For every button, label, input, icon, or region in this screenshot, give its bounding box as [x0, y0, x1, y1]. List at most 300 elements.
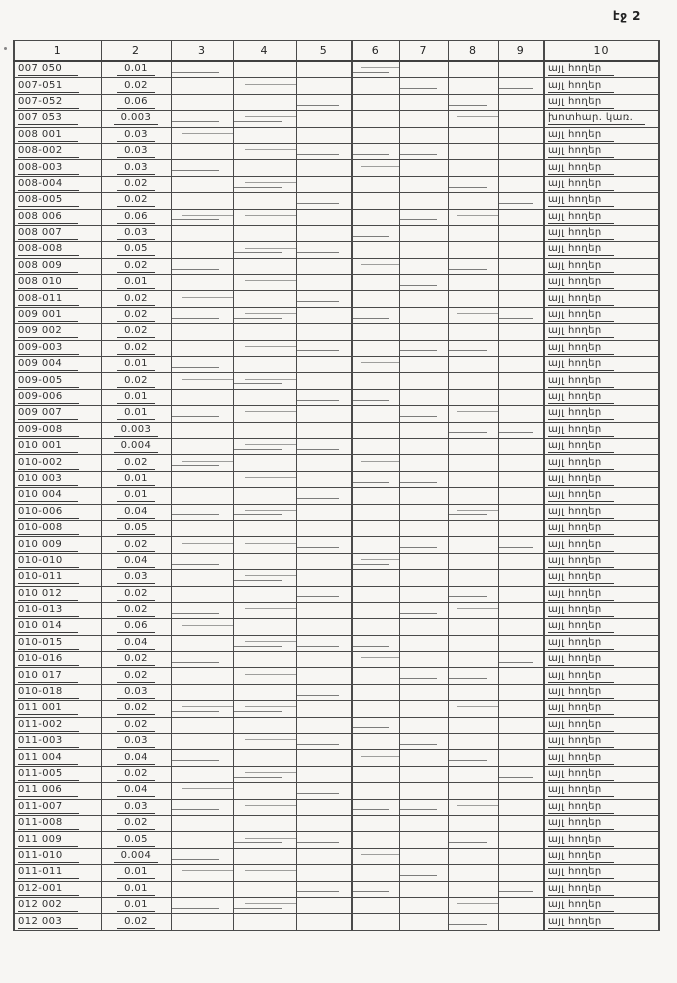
land-type-text: այլ հողեր	[548, 63, 614, 76]
cell-parcel-code	[14, 78, 101, 94]
table-row	[14, 471, 659, 487]
cell-empty-7	[399, 160, 448, 176]
cell-empty-6	[352, 406, 399, 422]
cell-empty-8	[448, 357, 498, 373]
cell-area-value	[101, 127, 171, 143]
area-value-text: 0.02	[117, 178, 155, 191]
land-type-text: այլ հողեր	[548, 129, 614, 142]
cell-area-value	[101, 193, 171, 209]
cell-area-value	[101, 832, 171, 848]
land-type-text: այլ հողեր	[548, 899, 614, 912]
cell-empty-4	[233, 750, 296, 766]
cell-parcel-code	[14, 143, 101, 159]
cell-empty-4	[233, 209, 296, 225]
cell-empty-9	[498, 832, 544, 848]
cell-area-value	[101, 881, 171, 897]
parcel-code-text: 010-011	[18, 571, 79, 584]
cell-empty-9	[498, 340, 544, 356]
cell-empty-8	[448, 537, 498, 553]
cell-empty-3	[171, 143, 233, 159]
cell-parcel-code	[14, 373, 101, 389]
cell-empty-5	[296, 537, 352, 553]
cell-parcel-code	[14, 815, 101, 831]
column-header-1: 1	[14, 41, 101, 62]
cell-land-type-note	[544, 78, 659, 94]
cell-land-type-note	[544, 619, 659, 635]
cell-empty-5	[296, 275, 352, 291]
cell-parcel-code	[14, 520, 101, 536]
cell-empty-9	[498, 176, 544, 192]
table-row	[14, 455, 659, 471]
cell-empty-7	[399, 799, 448, 815]
cell-empty-8	[448, 668, 498, 684]
cell-empty-9	[498, 242, 544, 258]
cell-land-type-note	[544, 717, 659, 733]
cell-empty-4	[233, 897, 296, 913]
cell-empty-6	[352, 734, 399, 750]
parcel-code-text: 011 009	[18, 834, 78, 847]
area-value-text: 0.01	[117, 883, 155, 896]
area-value-text: 0.02	[117, 342, 155, 355]
cell-empty-8	[448, 61, 498, 78]
cell-empty-4	[233, 455, 296, 471]
cell-empty-5	[296, 78, 352, 94]
parcel-code-text: 009-005	[18, 375, 79, 388]
cell-parcel-code	[14, 258, 101, 274]
cell-empty-9	[498, 635, 544, 651]
cell-empty-3	[171, 652, 233, 668]
parcel-code-text: 010 003	[18, 473, 78, 486]
cell-empty-6	[352, 897, 399, 913]
cell-empty-8	[448, 570, 498, 586]
table-row	[14, 488, 659, 504]
cell-empty-5	[296, 783, 352, 799]
cell-empty-3	[171, 160, 233, 176]
cell-empty-3	[171, 504, 233, 520]
parcel-code-text: 010-015	[18, 637, 79, 650]
cell-empty-4	[233, 668, 296, 684]
cell-empty-5	[296, 373, 352, 389]
column-header-7: 7	[399, 41, 448, 62]
table-row	[14, 357, 659, 373]
cell-empty-5	[296, 799, 352, 815]
cell-empty-5	[296, 225, 352, 241]
cell-empty-9	[498, 520, 544, 536]
cell-area-value	[101, 652, 171, 668]
column-header-6: 6	[352, 41, 399, 62]
cell-empty-7	[399, 766, 448, 782]
cell-empty-3	[171, 537, 233, 553]
parcel-code-text: 011-011	[18, 866, 79, 879]
cell-empty-3	[171, 455, 233, 471]
cell-empty-7	[399, 750, 448, 766]
cell-area-value	[101, 160, 171, 176]
cell-empty-3	[171, 324, 233, 340]
cell-land-type-note	[544, 422, 659, 438]
parcel-code-text: 008 006	[18, 211, 78, 224]
cell-empty-7	[399, 307, 448, 323]
cell-empty-7	[399, 455, 448, 471]
table-row	[14, 815, 659, 831]
cell-empty-8	[448, 78, 498, 94]
cell-empty-3	[171, 471, 233, 487]
cell-empty-5	[296, 340, 352, 356]
cell-empty-4	[233, 586, 296, 602]
cell-parcel-code	[14, 602, 101, 618]
cell-empty-3	[171, 619, 233, 635]
cell-empty-4	[233, 914, 296, 930]
cell-empty-7	[399, 324, 448, 340]
cell-empty-5	[296, 111, 352, 127]
cell-empty-8	[448, 832, 498, 848]
cell-empty-3	[171, 389, 233, 405]
cell-empty-3	[171, 586, 233, 602]
cell-empty-4	[233, 602, 296, 618]
cell-empty-8	[448, 307, 498, 323]
cell-empty-5	[296, 586, 352, 602]
cell-empty-4	[233, 570, 296, 586]
cell-empty-6	[352, 275, 399, 291]
land-type-text: այլ հողեր	[548, 883, 614, 896]
cell-empty-3	[171, 799, 233, 815]
cell-empty-7	[399, 619, 448, 635]
cell-empty-7	[399, 438, 448, 454]
cell-empty-6	[352, 78, 399, 94]
cell-area-value	[101, 766, 171, 782]
cell-empty-6	[352, 750, 399, 766]
cell-empty-4	[233, 865, 296, 881]
header-row	[14, 41, 659, 62]
cell-empty-9	[498, 766, 544, 782]
cell-empty-4	[233, 520, 296, 536]
cell-empty-7	[399, 553, 448, 569]
land-type-text: այլ հողեր	[548, 752, 614, 765]
cell-empty-3	[171, 61, 233, 78]
cell-empty-4	[233, 488, 296, 504]
cell-empty-6	[352, 865, 399, 881]
cell-empty-5	[296, 209, 352, 225]
cell-empty-3	[171, 701, 233, 717]
cell-empty-6	[352, 881, 399, 897]
cell-empty-7	[399, 193, 448, 209]
cell-empty-7	[399, 734, 448, 750]
land-type-text: այլ հողեր	[548, 145, 614, 158]
cell-parcel-code	[14, 275, 101, 291]
area-value-text: 0.03	[117, 801, 155, 814]
cell-land-type-note	[544, 143, 659, 159]
parcel-code-text: 010-016	[18, 653, 79, 666]
cell-empty-5	[296, 668, 352, 684]
cell-empty-4	[233, 324, 296, 340]
area-value-text: 0.02	[117, 325, 155, 338]
cell-area-value	[101, 471, 171, 487]
cell-area-value	[101, 455, 171, 471]
cell-empty-7	[399, 570, 448, 586]
parcel-code-text: 010 004	[18, 489, 78, 502]
land-type-text: այլ հողեր	[548, 768, 614, 781]
area-value-text: 0.02	[117, 719, 155, 732]
cell-empty-9	[498, 61, 544, 78]
cell-empty-9	[498, 193, 544, 209]
land-type-text: այլ հողեր	[548, 178, 614, 191]
land-type-text: այլ հողեր	[548, 162, 614, 175]
cell-empty-4	[233, 291, 296, 307]
area-value-text: 0.02	[117, 80, 155, 93]
cell-area-value	[101, 537, 171, 553]
column-header-4: 4	[233, 41, 296, 62]
parcel-code-text: 009-006	[18, 391, 79, 404]
cell-empty-7	[399, 504, 448, 520]
cell-parcel-code	[14, 799, 101, 815]
table-row	[14, 111, 659, 127]
scan-speck	[4, 47, 7, 50]
land-type-text: խոտհար. կառ.	[548, 112, 645, 125]
land-type-text: այլ հողեր	[548, 489, 614, 502]
cell-empty-5	[296, 553, 352, 569]
cell-empty-6	[352, 340, 399, 356]
land-type-text: այլ հողեր	[548, 194, 614, 207]
cell-parcel-code	[14, 488, 101, 504]
area-value-text: 0.04	[117, 506, 155, 519]
cell-area-value	[101, 668, 171, 684]
table-row	[14, 373, 659, 389]
cell-empty-9	[498, 684, 544, 700]
cell-land-type-note	[544, 684, 659, 700]
cell-parcel-code	[14, 242, 101, 258]
parcel-code-text: 007 053	[18, 112, 78, 125]
cell-empty-4	[233, 635, 296, 651]
cell-empty-7	[399, 291, 448, 307]
parcel-code-text: 010-013	[18, 604, 79, 617]
cell-empty-4	[233, 160, 296, 176]
cell-land-type-note	[544, 193, 659, 209]
cell-empty-9	[498, 471, 544, 487]
table-row	[14, 783, 659, 799]
cell-empty-5	[296, 848, 352, 864]
cell-empty-8	[448, 291, 498, 307]
cell-empty-7	[399, 340, 448, 356]
cell-area-value	[101, 848, 171, 864]
cell-empty-6	[352, 258, 399, 274]
cell-parcel-code	[14, 537, 101, 553]
cell-empty-9	[498, 324, 544, 340]
land-type-text: այլ հողեր	[548, 506, 614, 519]
cell-empty-6	[352, 488, 399, 504]
cell-land-type-note	[544, 586, 659, 602]
cell-land-type-note	[544, 734, 659, 750]
cell-empty-7	[399, 684, 448, 700]
cell-empty-5	[296, 127, 352, 143]
table-row	[14, 553, 659, 569]
cell-empty-5	[296, 242, 352, 258]
land-type-text: այլ հողեր	[548, 637, 614, 650]
cell-area-value	[101, 111, 171, 127]
cell-empty-7	[399, 111, 448, 127]
cell-area-value	[101, 488, 171, 504]
cell-land-type-note	[544, 209, 659, 225]
cell-parcel-code	[14, 914, 101, 930]
table-row	[14, 78, 659, 94]
column-header-10: 10	[544, 41, 659, 62]
cell-empty-4	[233, 389, 296, 405]
cell-area-value	[101, 422, 171, 438]
cell-empty-4	[233, 340, 296, 356]
cell-land-type-note	[544, 652, 659, 668]
cell-empty-7	[399, 783, 448, 799]
cell-empty-6	[352, 635, 399, 651]
cell-empty-6	[352, 783, 399, 799]
land-type-text: այլ հողեր	[548, 801, 614, 814]
land-type-text: այլ հողեր	[548, 342, 614, 355]
area-value-text: 0.06	[117, 620, 155, 633]
page-number-label: էջ 2	[612, 9, 641, 23]
cell-empty-7	[399, 94, 448, 110]
cell-empty-8	[448, 275, 498, 291]
table-row	[14, 340, 659, 356]
cell-parcel-code	[14, 94, 101, 110]
land-type-text: այլ հողեր	[548, 916, 614, 929]
cell-parcel-code	[14, 324, 101, 340]
table-row	[14, 520, 659, 536]
cell-empty-8	[448, 324, 498, 340]
cell-empty-8	[448, 504, 498, 520]
cell-parcel-code	[14, 160, 101, 176]
cell-empty-4	[233, 94, 296, 110]
cell-area-value	[101, 750, 171, 766]
cell-parcel-code	[14, 193, 101, 209]
cell-empty-4	[233, 78, 296, 94]
cell-land-type-note	[544, 570, 659, 586]
cell-area-value	[101, 225, 171, 241]
cell-empty-6	[352, 111, 399, 127]
cell-empty-4	[233, 373, 296, 389]
area-value-text: 0.004	[114, 850, 159, 863]
cell-empty-5	[296, 619, 352, 635]
parcel-code-text: 008-004	[18, 178, 79, 191]
cell-empty-4	[233, 143, 296, 159]
cell-empty-8	[448, 717, 498, 733]
parcel-code-text: 009 004	[18, 358, 78, 371]
cell-parcel-code	[14, 291, 101, 307]
cell-empty-4	[233, 619, 296, 635]
cell-parcel-code	[14, 652, 101, 668]
cell-parcel-code	[14, 176, 101, 192]
cell-empty-5	[296, 357, 352, 373]
cell-parcel-code	[14, 865, 101, 881]
cell-empty-7	[399, 652, 448, 668]
cell-empty-3	[171, 291, 233, 307]
parcel-code-text: 007-052	[18, 96, 79, 109]
cell-empty-5	[296, 471, 352, 487]
parcel-code-text: 010 001	[18, 440, 78, 453]
table-row	[14, 619, 659, 635]
parcel-code-text: 007-051	[18, 80, 79, 93]
cell-empty-7	[399, 668, 448, 684]
column-header-9: 9	[498, 41, 544, 62]
cell-empty-6	[352, 373, 399, 389]
cell-empty-8	[448, 176, 498, 192]
cell-area-value	[101, 520, 171, 536]
cell-empty-8	[448, 258, 498, 274]
cell-parcel-code	[14, 307, 101, 323]
cell-empty-6	[352, 570, 399, 586]
cell-empty-9	[498, 78, 544, 94]
table-row	[14, 176, 659, 192]
cell-empty-4	[233, 701, 296, 717]
cell-empty-3	[171, 717, 233, 733]
cell-empty-7	[399, 406, 448, 422]
cell-empty-9	[498, 881, 544, 897]
cell-empty-4	[233, 422, 296, 438]
cell-empty-4	[233, 783, 296, 799]
cell-empty-3	[171, 750, 233, 766]
table-row	[14, 897, 659, 913]
cell-empty-7	[399, 815, 448, 831]
cell-empty-4	[233, 258, 296, 274]
cell-empty-8	[448, 422, 498, 438]
parcel-code-text: 010 009	[18, 539, 78, 552]
parcel-code-text: 011-002	[18, 719, 79, 732]
table-row	[14, 258, 659, 274]
cell-empty-6	[352, 520, 399, 536]
cell-empty-3	[171, 373, 233, 389]
area-value-text: 0.02	[117, 293, 155, 306]
cell-land-type-note	[544, 602, 659, 618]
cell-area-value	[101, 553, 171, 569]
cell-empty-3	[171, 881, 233, 897]
cell-empty-8	[448, 553, 498, 569]
cell-empty-3	[171, 865, 233, 881]
area-value-text: 0.003	[114, 424, 159, 437]
area-value-text: 0.05	[117, 243, 155, 256]
cell-area-value	[101, 209, 171, 225]
cell-empty-9	[498, 586, 544, 602]
column-header-8: 8	[448, 41, 498, 62]
cell-land-type-note	[544, 455, 659, 471]
area-value-text: 0.04	[117, 637, 155, 650]
cell-empty-4	[233, 848, 296, 864]
cell-empty-3	[171, 225, 233, 241]
cell-empty-5	[296, 897, 352, 913]
cell-empty-9	[498, 750, 544, 766]
cell-area-value	[101, 897, 171, 913]
cell-parcel-code	[14, 766, 101, 782]
cell-empty-9	[498, 455, 544, 471]
area-value-text: 0.01	[117, 276, 155, 289]
cell-area-value	[101, 504, 171, 520]
cell-empty-9	[498, 602, 544, 618]
column-header-3: 3	[171, 41, 233, 62]
parcel-code-text: 009-008	[18, 424, 79, 437]
cell-parcel-code	[14, 225, 101, 241]
cell-empty-8	[448, 799, 498, 815]
cell-empty-6	[352, 438, 399, 454]
cell-empty-4	[233, 438, 296, 454]
land-type-text: այլ հողեր	[548, 440, 614, 453]
cell-empty-9	[498, 143, 544, 159]
cell-area-value	[101, 176, 171, 192]
cell-land-type-note	[544, 504, 659, 520]
cell-empty-4	[233, 111, 296, 127]
cell-empty-3	[171, 176, 233, 192]
cell-empty-8	[448, 143, 498, 159]
cell-empty-4	[233, 652, 296, 668]
cell-area-value	[101, 406, 171, 422]
area-value-text: 0.03	[117, 162, 155, 175]
cell-empty-9	[498, 504, 544, 520]
area-value-text: 0.02	[117, 539, 155, 552]
cell-empty-8	[448, 373, 498, 389]
